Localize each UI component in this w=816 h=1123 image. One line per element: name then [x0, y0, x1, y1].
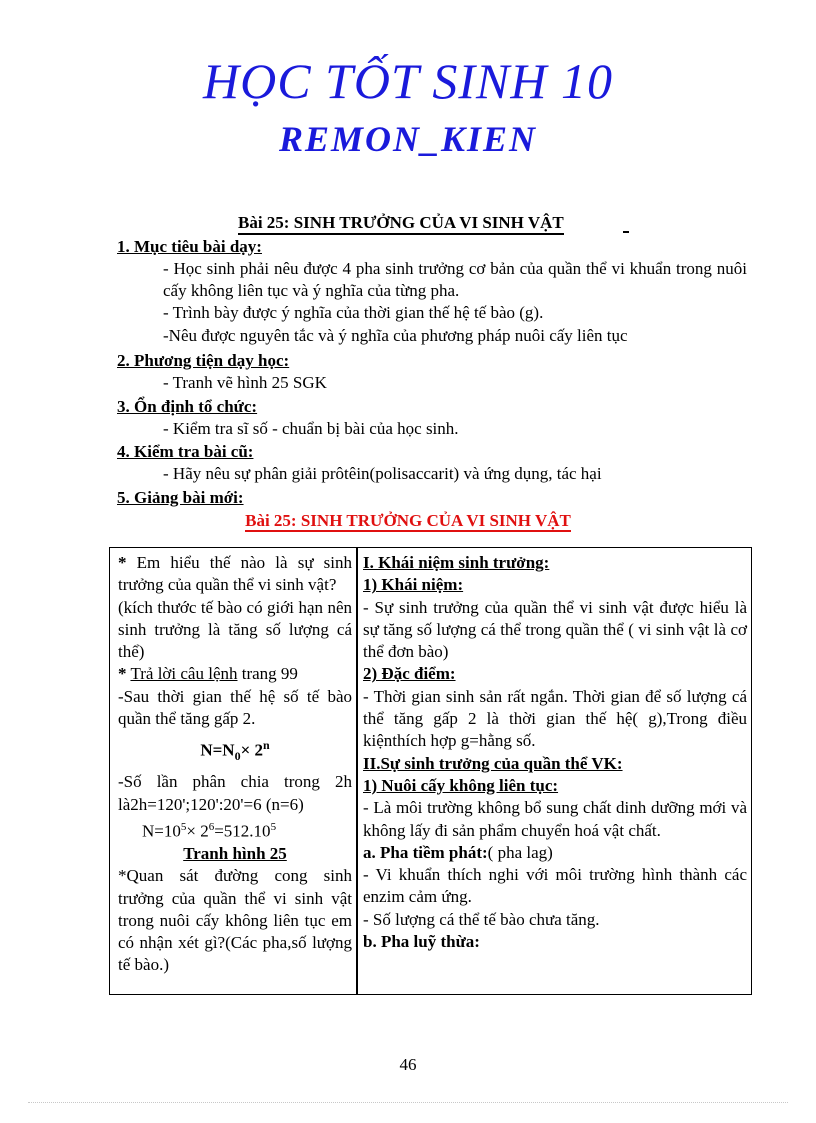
heading-concept: 1) Khái niệm: — [363, 575, 464, 595]
lag-phase-text-2: - Số lượng cá thể tế bào chưa tăng. — [363, 909, 600, 929]
footer-divider — [28, 1102, 788, 1103]
heading-growth-concept: I. Khái niệm sinh trưởng: — [363, 553, 550, 572]
heading-batch-culture: 1) Nuôi cấy không liên tục: — [363, 775, 559, 795]
class-setup-line-1: - Kiểm tra sĩ số - chuẩn bị bài của học sinh. — [163, 419, 459, 438]
lesson-heading: Bài 25: SINH TRƯỞNG CỦA VI SINH VẬT — [238, 213, 564, 235]
log-phase: b. Pha luỹ thừa: — [363, 932, 480, 952]
lag-phase: a. Pha tiềm phát:( pha lag) — [363, 842, 553, 862]
objective-line-3: -Nêu được nguyên tắc và ý nghĩa của phương pháp nuôi cấy liên tục — [163, 326, 628, 345]
content-column — [363, 552, 747, 953]
section-heading-class-setup: 3. Ổn định tổ chức: — [117, 397, 258, 416]
page-number: 46 — [399, 1055, 417, 1074]
heading-population-growth: II.Sự sinh trưởng của quần thể VK: — [363, 753, 623, 773]
section-heading-objectives: 1. Mục tiêu bài dạy: — [117, 237, 262, 256]
heading-characteristics: 2) Đặc điểm: — [363, 664, 456, 684]
question-2-answer: -Sau thời gian thế hệ số tế bào quần thể tăng gấp 2. — [118, 686, 352, 729]
question-1-answer: (kích thước tế bào có giới hạn nên sinh trưởng là tăng số lượng cá thể) — [118, 597, 352, 662]
materials-line-1: - Tranh vẽ hình 25 SGK — [163, 373, 327, 392]
question-3: *Quan sát đường cong sinh trưởng của quần thể vi sinh vật trong nuôi cấy không liên tục em có nhận xét gì?(Các pha,số lượng tế bào.) — [118, 866, 352, 975]
characteristics-text: - Thời gian sinh sản rất ngắn. Thời gian để số lượng cá thể tăng gấp 2 là thời gian thế hệ( g),Trong điều kiệnthích hợp g=hằng số. — [363, 686, 747, 751]
objective-line-1: - Học sinh phải nêu được 4 pha sinh trưởng cơ bản của quần thể vi khuẩn trong nuôi cấy không liên tục và ý nghĩa của từng pha. — [163, 259, 747, 300]
lesson-table — [109, 547, 752, 995]
lag-phase-text-1: - Vi khuẩn thích nghi với môi trường hình thành các enzim cảm ứng. — [363, 865, 747, 907]
result-formula: $N=10^5\times 2^6=512.10^5$ — [142, 821, 277, 841]
author-subtitle: REMON_KIEN — [278, 119, 538, 159]
question-1: * Em hiểu thế nào là sự sinh trưởng của quần thể vi sinh vật? — [118, 553, 352, 595]
batch-culture-text: - Là môi trường không bổ sung chất dinh dưỡng mới và không lấy đi sản phẩm chuyển hoá vật chất. — [363, 798, 747, 840]
section-heading-new-lesson: 5. Giảng bài mới: — [117, 488, 244, 507]
section-heading-review: 4. Kiểm tra bài cũ: — [117, 442, 254, 461]
division-calculation: -Số lần phân chia trong 2h là2h=120';120':20'=6 (n=6) — [118, 772, 352, 814]
figure-label: Tranh hình 25 — [183, 843, 287, 863]
objective-line-2: - Trình bày được ý nghĩa của thời gian thế hệ tế bào (g). — [163, 303, 544, 322]
table-column-divider — [356, 548, 358, 994]
review-line-1: - Hãy nêu sự phân giải prôtêin(polisaccarit) và ứng dụng, tác hại — [163, 464, 602, 483]
heading-underline-tick — [623, 231, 629, 233]
concept-text: - Sự sinh trưởng của quần thể vi sinh vật được hiểu là sự tăng số lượng cá thể trong quần thể ( vi sinh vật là cơ thể đơn bào) — [363, 597, 747, 662]
growth-formula: $N=N_0\times 2^n$ — [200, 738, 270, 764]
page-title: HỌC TỐT SINH 10 — [203, 53, 613, 109]
question-2: * Trả lời câu lệnh trang 99 — [118, 664, 298, 684]
lesson-heading-red — [0, 510, 816, 532]
lesson-heading-red-text: Bài 25: SINH TRƯỞNG CỦA VI SINH VẬT — [245, 511, 571, 530]
teacher-activity-column — [118, 552, 352, 977]
section-heading-materials: 2. Phương tiện dạy học: — [117, 351, 290, 370]
